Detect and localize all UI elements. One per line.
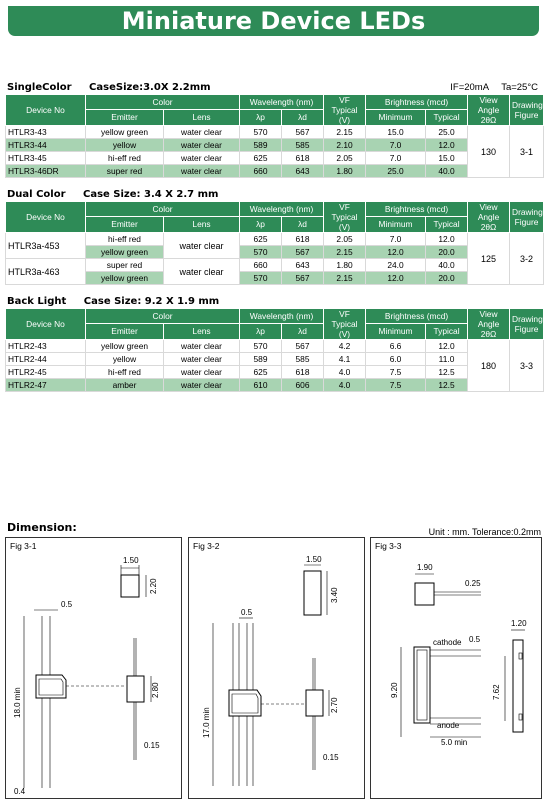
figure-3-1-drawing [6,538,183,800]
back-light-table [5,308,544,392]
col-lambda-p: λp [240,216,282,232]
col-color: Color [86,309,240,324]
col-lambda-d: λd [282,109,324,125]
table-cell: 20.0 [426,246,468,259]
table-row [6,379,544,392]
table-cell: 7.5 [366,366,426,379]
col-view-angle: View Angle 2θΩ [468,202,510,233]
section-back-name: Back Light [7,296,67,307]
table-cell: 24.0 [366,259,426,272]
table-cell: yellow green [86,126,164,139]
table-cell: 12.0 [366,246,426,259]
col-drawing-figure: Drawing Figure [510,202,544,233]
col-brightness: Brightness (mcd) [366,95,468,110]
figure-label: Fig 3-3 [375,541,402,551]
top-view-body [121,575,139,597]
table-cell: water clear [164,340,240,353]
table-cell: 625 [240,152,282,165]
table-cell: 7.0 [366,233,426,246]
table-cell: hi-eff red [86,233,164,246]
col-lens: Lens [164,109,240,125]
side-view-body [127,676,144,702]
table-cell: HTLR2-47 [6,379,86,392]
dim-thickness-label: 0.15 [323,753,339,762]
table-cell: water clear [164,233,240,259]
col-device-no: Device No [6,202,86,233]
col-minimum: Minimum [366,323,426,339]
table-cell: yellow [86,353,164,366]
table-cell: 585 [282,353,324,366]
dim-length-label: 17.0 min [202,707,211,738]
col-vf: VF Typical (V) [324,309,366,340]
col-lens: Lens [164,216,240,232]
table-cell: water clear [164,379,240,392]
view-angle-value: 125 [468,233,510,285]
table-cell: water clear [164,152,240,165]
col-drawing-figure: Drawing Figure [510,95,544,126]
col-lambda-p: λp [240,109,282,125]
table-cell: 25.0 [426,126,468,139]
figure-3-3 [370,537,542,799]
table-cell: HTLR2-44 [6,353,86,366]
figure-label: Fig 3-1 [10,541,37,551]
table-cell: 40.0 [426,165,468,178]
dim-lead-label: 0.5 [469,635,481,644]
dimension-title: Dimension: [7,521,77,534]
table-cell: 625 [240,233,282,246]
table-cell: 7.0 [366,139,426,152]
condition-current: IF=20mA [450,82,489,93]
table-cell: 12.5 [426,379,468,392]
dim-thickness-label: 0.15 [144,741,160,750]
table-cell: HTLR3-44 [6,139,86,152]
dim-width-label: 1.50 [306,555,322,564]
table-cell: 1.80 [324,165,366,178]
figure-3-2-drawing [189,538,366,800]
table-cell: 2.05 [324,152,366,165]
figure-3-3-drawing [371,538,543,800]
dim-lead-label: 0.5 [241,608,253,617]
table-cell: 643 [282,259,324,272]
drawing-figure-value: 3-1 [510,126,544,178]
table-cell: 15.0 [426,152,468,165]
table-cell: 2.05 [324,233,366,246]
table-cell: 567 [282,272,324,285]
table-cell: yellow green [86,246,164,259]
col-wavelength: Wavelength (nm) [240,309,324,324]
table-cell: water clear [164,165,240,178]
table-row [6,340,544,353]
table-cell: hi-eff red [86,152,164,165]
side-view-body [306,690,323,716]
condition-temperature: Ta=25°C [501,82,538,93]
col-typical: Typical [426,216,468,232]
drawing-figure-value: 3-3 [510,340,544,392]
dim-length-label: 9.20 [390,682,399,698]
units-note: Unit : mm. Tolerance:0.2mm [428,527,541,537]
col-color: Color [86,202,240,217]
col-lambda-d: λd [282,323,324,339]
table-row [6,259,544,272]
table-row [6,165,544,178]
table-cell: 618 [282,233,324,246]
table-cell: 570 [240,126,282,139]
dim-height-label: 2.20 [149,578,158,594]
side-view-body [513,640,523,732]
table-cell: 12.0 [426,233,468,246]
table-cell: 2.15 [324,126,366,139]
test-conditions [440,82,538,93]
table-cell: HTLR3-43 [6,126,86,139]
dim-length-label: 18.0 min [13,687,22,718]
col-view-angle: View Angle 2θΩ [468,309,510,340]
table-cell: 4.1 [324,353,366,366]
table-cell: 606 [282,379,324,392]
table-row [6,152,544,165]
col-brightness: Brightness (mcd) [366,202,468,217]
anode-label: anode [437,721,460,730]
table-cell: 7.0 [366,152,426,165]
col-typical: Typical [426,109,468,125]
table-cell: hi-eff red [86,366,164,379]
table-cell: HTLR3-45 [6,152,86,165]
cathode-label: cathode [433,638,462,647]
table-cell: 589 [240,139,282,152]
table-cell: 618 [282,152,324,165]
figure-label: Fig 3-2 [193,541,220,551]
col-wavelength: Wavelength (nm) [240,95,324,110]
col-emitter: Emitter [86,109,164,125]
table-cell: super red [86,165,164,178]
table-cell: 585 [282,139,324,152]
table-row [6,126,544,139]
table-cell: 7.5 [366,379,426,392]
table-cell: 11.0 [426,353,468,366]
table-cell: 2.15 [324,272,366,285]
col-wavelength: Wavelength (nm) [240,202,324,217]
table-cell: 2.15 [324,246,366,259]
table-cell: 1.80 [324,259,366,272]
dim-width-label: 1.50 [123,556,139,565]
col-minimum: Minimum [366,109,426,125]
table-cell: 4.0 [324,366,366,379]
section-back-title [7,296,219,307]
section-back-case: Case Size: 9.2 X 1.9 mm [83,296,220,307]
col-drawing-figure: Drawing Figure [510,309,544,340]
section-single-name: SingleColor [7,82,72,93]
table-cell: 6.6 [366,340,426,353]
dim-pitch-label: 5.0 min [441,738,468,747]
table-cell: 4.0 [324,379,366,392]
table-cell: water clear [164,353,240,366]
col-vf: VF Typical (V) [324,202,366,233]
col-lens: Lens [164,323,240,339]
table-cell: 589 [240,353,282,366]
table-cell: 567 [282,126,324,139]
table-cell: 40.0 [426,259,468,272]
table-cell: 625 [240,366,282,379]
table-cell: yellow green [86,272,164,285]
dim-side-label: 1.20 [511,619,527,628]
table-cell: 660 [240,165,282,178]
drawing-figure-value: 3-2 [510,233,544,285]
table-cell: 570 [240,246,282,259]
dim-width-label: 1.90 [417,563,433,572]
dim-body-label: 2.70 [330,697,339,713]
table-cell: 4.2 [324,340,366,353]
col-brightness: Brightness (mcd) [366,309,468,324]
table-cell: HTLR3a-453 [6,233,86,259]
dim-foot-label: 0.4 [14,787,26,796]
table-cell: water clear [164,259,240,285]
table-cell: amber [86,379,164,392]
col-lambda-p: λp [240,323,282,339]
table-cell: yellow green [86,340,164,353]
table-cell: yellow [86,139,164,152]
table-cell: 6.0 [366,353,426,366]
dim-lead-label: 0.5 [61,600,73,609]
dim-height-label: 3.40 [330,587,339,603]
table-cell: 12.0 [426,139,468,152]
top-view-body [304,571,321,615]
col-emitter: Emitter [86,323,164,339]
figure-3-1 [5,537,182,799]
table-row [6,272,544,285]
dual-color-table [5,201,544,285]
view-angle-value: 180 [468,340,510,392]
table-cell: 15.0 [366,126,426,139]
table-cell: water clear [164,126,240,139]
col-vf: VF Typical (V) [324,95,366,126]
section-dual-title [7,189,218,200]
table-cell: super red [86,259,164,272]
table-cell: 567 [282,246,324,259]
table-cell: 570 [240,272,282,285]
table-cell: HTLR2-43 [6,340,86,353]
main-view-body [414,647,430,723]
dim-inner-label: 7.62 [492,684,501,700]
table-cell: 570 [240,340,282,353]
figure-3-2 [188,537,365,799]
table-row [6,366,544,379]
table-cell: 2.10 [324,139,366,152]
table-cell: water clear [164,139,240,152]
table-cell: HTLR2-45 [6,366,86,379]
table-cell: 643 [282,165,324,178]
section-single-case: CaseSize:3.0X 2.2mm [89,82,211,93]
col-device-no: Device No [6,309,86,340]
table-cell: 567 [282,340,324,353]
table-row [6,246,544,259]
table-cell: 12.0 [426,340,468,353]
table-cell: water clear [164,366,240,379]
table-cell: HTLR3-46DR [6,165,86,178]
table-cell: 660 [240,259,282,272]
single-color-table [5,94,544,178]
table-cell: 25.0 [366,165,426,178]
table-cell: HTLR3a-463 [6,259,86,285]
col-lambda-d: λd [282,216,324,232]
front-view-body [36,675,66,698]
table-cell: 610 [240,379,282,392]
table-row [6,139,544,152]
table-row [6,353,544,366]
table-cell: 12.5 [426,366,468,379]
view-angle-value: 130 [468,126,510,178]
table-cell: 20.0 [426,272,468,285]
col-device-no: Device No [6,95,86,126]
section-dual-case: Case Size: 3.4 X 2.7 mm [83,189,219,200]
dim-thickness-label: 0.25 [465,579,481,588]
col-color: Color [86,95,240,110]
col-typical: Typical [426,323,468,339]
col-view-angle: View Angle 2θΩ [468,95,510,126]
dim-body-label: 2.80 [151,682,160,698]
table-row [6,233,544,246]
section-dual-name: Dual Color [7,189,66,200]
page-title: Miniature Device LEDs [8,6,539,36]
table-cell: 12.0 [366,272,426,285]
top-view-body [415,583,434,605]
section-single-title [7,82,211,93]
col-emitter: Emitter [86,216,164,232]
col-minimum: Minimum [366,216,426,232]
table-cell: 618 [282,366,324,379]
